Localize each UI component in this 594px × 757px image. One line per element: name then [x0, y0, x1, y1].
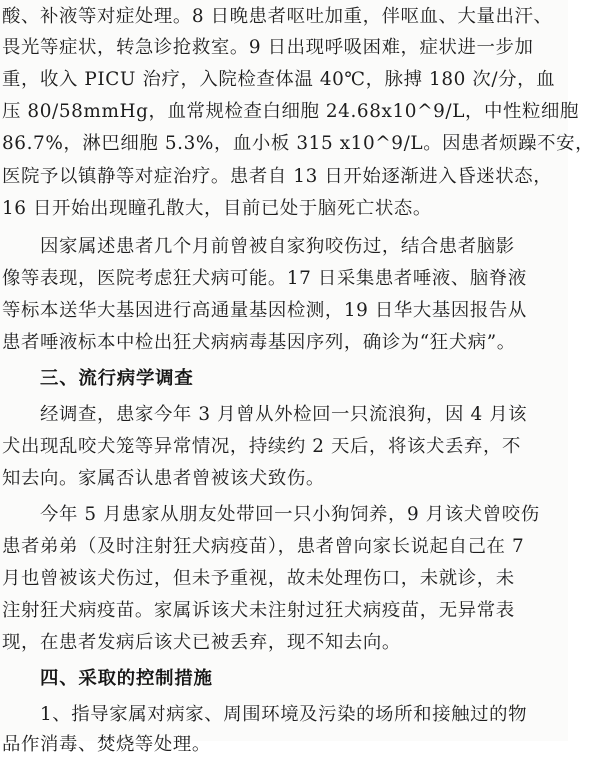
body-text-line: 注射狂犬病疫苗。家属诉该犬未注射过狂犬病疫苗，无异常表 [2, 600, 515, 621]
paragraph-first-line: 1、指导家属对病家、周围环境及污染的场所和接触过的物 [40, 704, 528, 725]
body-text-line: 像等表现，医院考虑狂犬病可能。17 日采集患者唾液、脑脊液 [2, 268, 527, 289]
body-text-line: 16 日开始出现瞳孔散大，目前已处于脑死亡状态。 [2, 198, 432, 219]
body-text-line: 等标本送华大基因进行高通量基因检测，19 日华大基因报告从 [2, 300, 527, 321]
body-text-line: 月也曾被该犬伤过，但未予重视，故未处理伤口，未就诊，未 [2, 568, 515, 589]
paragraph-first-line: 经调查，患家今年 3 月曾从外检回一只流浪狗，因 4 月该 [40, 404, 528, 425]
paragraph-first-line: 因家属述患者几个月前曾被自家狗咬伤过，结合患者脑影 [40, 236, 515, 257]
body-text-line: 畏光等症状，转急诊抢救室。9 日出现呼吸困难，症状进一步加 [2, 37, 534, 58]
body-text-line: 犬出现乱咬犬笼等异常情况，持续约 2 天后，将该犬丢弃，不 [2, 436, 521, 457]
body-text-line: 患者弟弟（及时注射狂犬病疫苗），患者曾向家长说起自己在 7 [2, 536, 525, 557]
body-text-line: 压 80/58mmHg，血常规检查白细胞 24.68x10^9/L，中性粒细胞 [2, 101, 579, 122]
body-text-line: 医院予以镇静等对症治疗。患者自 13 日开始逐渐进入昏迷状态， [2, 166, 553, 187]
body-text-line: 知去向。家属否认患者曾被该犬致伤。 [2, 468, 325, 489]
section-heading: 三、流行病学调查 [40, 368, 194, 389]
body-text-line: 现，在患者发病后该犬已被丢弃，现不知去向。 [2, 632, 401, 653]
body-text-line: 86.7%，淋巴细胞 5.3%，血小板 315 x10^9/L。因患者烦躁不安， [2, 133, 594, 154]
paragraph-first-line: 今年 5 月患家从朋友处带回一只小狗饲养，9 月该犬曾咬伤 [40, 504, 540, 525]
section-heading: 四、采取的控制措施 [40, 668, 213, 689]
body-text-line-partial: 品作消毒、焚烧等处理。 [2, 734, 211, 755]
body-text-line: 患者唾液标本中检出狂犬病病毒基因序列，确诊为“狂犬病”。 [2, 332, 516, 353]
body-text-line: 重，收入 PICU 治疗，入院检查体温 40℃，脉搏 180 次/分，血 [2, 69, 556, 90]
body-text-line: 酸、补液等对症处理。8 日晚患者呕吐加重，伴呕血、大量出汗、 [2, 6, 553, 27]
